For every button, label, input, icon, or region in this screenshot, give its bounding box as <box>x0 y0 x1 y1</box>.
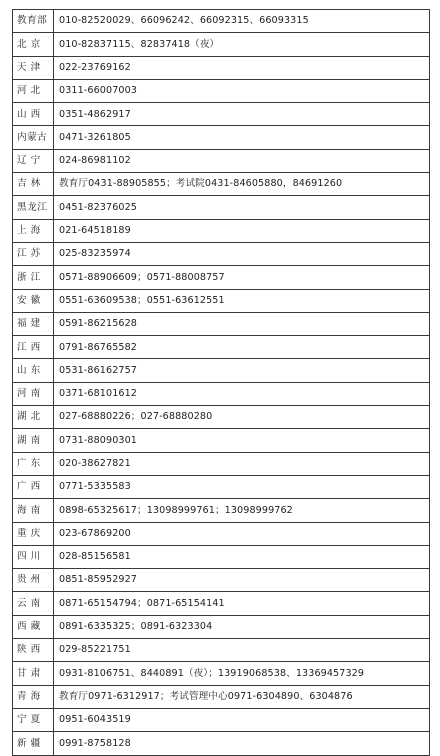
region-cell: 黑龙江 <box>13 196 54 219</box>
table-row <box>13 173 430 196</box>
phone-cell: 0591-86215628 <box>54 312 430 335</box>
table-row <box>13 452 430 475</box>
table-row <box>13 196 430 219</box>
table-row <box>13 522 430 545</box>
table-row <box>13 545 430 568</box>
region-cell: 教育部 <box>13 10 54 33</box>
table-row <box>13 475 430 498</box>
region-cell: 重 庆 <box>13 522 54 545</box>
table-row <box>13 312 430 335</box>
region-cell: 浙 江 <box>13 266 54 289</box>
phone-cell: 0951-6043519 <box>54 708 430 731</box>
phone-cell: 0351-4862917 <box>54 103 430 126</box>
phone-cell: 0451-82376025 <box>54 196 430 219</box>
region-cell: 安 徽 <box>13 289 54 312</box>
region-cell: 甘 肃 <box>13 662 54 685</box>
region-cell: 广 东 <box>13 452 54 475</box>
region-cell: 天 津 <box>13 56 54 79</box>
table-row <box>13 289 430 312</box>
region-cell: 西 藏 <box>13 615 54 638</box>
hotline-table <box>12 9 430 756</box>
table-row <box>13 79 430 102</box>
table-row <box>13 219 430 242</box>
phone-cell: 0571-88906609；0571-88008757 <box>54 266 430 289</box>
region-cell: 新 疆 <box>13 732 54 755</box>
phone-cell: 0898-65325617；13098999761；13098999762 <box>54 499 430 522</box>
table-row <box>13 406 430 429</box>
phone-cell: 教育厅0971-6312917；考试管理中心0971-6304890、6304876 <box>54 685 430 708</box>
phone-cell: 0551-63609538；0551-63612551 <box>54 289 430 312</box>
table-row <box>13 103 430 126</box>
region-cell: 贵 州 <box>13 569 54 592</box>
region-cell: 宁 夏 <box>13 708 54 731</box>
phone-cell: 0791-86765582 <box>54 336 430 359</box>
table-row <box>13 266 430 289</box>
region-cell: 上 海 <box>13 219 54 242</box>
phone-cell: 0471-3261805 <box>54 126 430 149</box>
hotline-table-body <box>13 10 430 756</box>
phone-cell: 022-23769162 <box>54 56 430 79</box>
phone-cell: 0991-8758128 <box>54 732 430 755</box>
table-row <box>13 569 430 592</box>
table-row <box>13 33 430 56</box>
phone-cell: 0871-65154794；0871-65154141 <box>54 592 430 615</box>
phone-cell: 0311-66007003 <box>54 79 430 102</box>
table-row <box>13 359 430 382</box>
region-cell: 河 北 <box>13 79 54 102</box>
region-cell: 广 西 <box>13 475 54 498</box>
region-cell: 北 京 <box>13 33 54 56</box>
phone-cell: 教育厅0431-88905855；考试院0431-84605880，84691260 <box>54 173 430 196</box>
region-cell: 河 南 <box>13 382 54 405</box>
phone-cell: 0771-5335583 <box>54 475 430 498</box>
phone-cell: 0931-8106751、8440891（夜）；13919068538、13369457329 <box>54 662 430 685</box>
table-row <box>13 382 430 405</box>
phone-cell: 010-82837115、82837418（夜） <box>54 33 430 56</box>
region-cell: 辽 宁 <box>13 149 54 172</box>
region-cell: 湖 南 <box>13 429 54 452</box>
table-row <box>13 708 430 731</box>
table-row <box>13 732 430 755</box>
table-row <box>13 662 430 685</box>
table-row <box>13 56 430 79</box>
region-cell: 山 西 <box>13 103 54 126</box>
phone-cell: 0851-85952927 <box>54 569 430 592</box>
region-cell: 云 南 <box>13 592 54 615</box>
phone-cell: 0731-88090301 <box>54 429 430 452</box>
region-cell: 湖 北 <box>13 406 54 429</box>
region-cell: 福 建 <box>13 312 54 335</box>
table-row <box>13 639 430 662</box>
table-row <box>13 242 430 265</box>
phone-cell: 027-68880226；027-68880280 <box>54 406 430 429</box>
region-cell: 江 西 <box>13 336 54 359</box>
phone-cell: 0891-6335325；0891-6323304 <box>54 615 430 638</box>
phone-cell: 021-64518189 <box>54 219 430 242</box>
phone-cell: 024-86981102 <box>54 149 430 172</box>
table-row <box>13 126 430 149</box>
region-cell: 江 苏 <box>13 242 54 265</box>
phone-cell: 0531-86162757 <box>54 359 430 382</box>
table-row <box>13 499 430 522</box>
phone-cell: 0371-68101612 <box>54 382 430 405</box>
region-cell: 山 东 <box>13 359 54 382</box>
phone-cell: 029-85221751 <box>54 639 430 662</box>
table-row <box>13 336 430 359</box>
region-cell: 陕 西 <box>13 639 54 662</box>
phone-cell: 020-38627821 <box>54 452 430 475</box>
table-row <box>13 149 430 172</box>
phone-cell: 025-83235974 <box>54 242 430 265</box>
table-row <box>13 10 430 33</box>
table-row <box>13 685 430 708</box>
region-cell: 海 南 <box>13 499 54 522</box>
region-cell: 吉 林 <box>13 173 54 196</box>
region-cell: 四 川 <box>13 545 54 568</box>
hotline-table-container <box>12 9 430 756</box>
table-row <box>13 592 430 615</box>
region-cell: 青 海 <box>13 685 54 708</box>
phone-cell: 028-85156581 <box>54 545 430 568</box>
region-cell: 内蒙古 <box>13 126 54 149</box>
table-row <box>13 615 430 638</box>
phone-cell: 023-67869200 <box>54 522 430 545</box>
phone-cell: 010-82520029、66096242、66092315、66093315 <box>54 10 430 33</box>
table-row <box>13 429 430 452</box>
